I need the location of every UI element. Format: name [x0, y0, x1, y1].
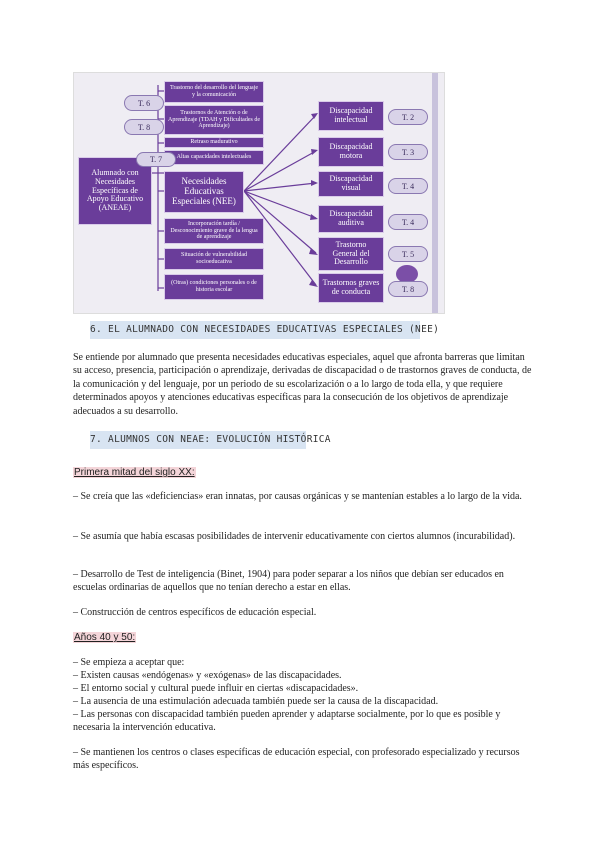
box-atencion: Trastornos de Atención o de Aprendizaje (TDAH y Dificultades de Aprendizaje): [164, 105, 264, 135]
paragraph-3: – Desarrollo de Test de inteligencia (Binet, 1904) para poder separar a los niños que debían ser educados en escuelas ordinarias de aquellos que no tenían derecho a estar en ellas.: [73, 569, 504, 594]
subheading-anos-40-50: Años 40 y 50:: [74, 632, 136, 643]
box-intelectual: Discapacidad intelectual: [318, 101, 384, 131]
list-line-1: – Se empieza a aceptar que:: [73, 657, 185, 668]
box-motora: Discapacidad motora: [318, 137, 384, 167]
list-line-2: – Existen causas «endógenas» y «exógenas» de las discapacidades.: [73, 670, 342, 681]
nee-box: Necesidades Educativas Especiales (NEE): [164, 171, 244, 213]
tag-t8-right: T. 8: [388, 281, 428, 297]
tag-t6: T. 6: [124, 95, 164, 111]
tag-t8-left: T. 8: [124, 119, 164, 135]
tag-t4-auditiva: T. 4: [388, 214, 428, 230]
box-retraso: Retraso madurativo: [164, 137, 264, 148]
tag-t4-visual: T. 4: [388, 178, 428, 194]
tag-t7: T. 7: [136, 152, 176, 167]
list-line-4: – La ausencia de una estimulación adecuada también puede ser la causa de la discapacidad.: [73, 696, 439, 707]
list-line-3: – El entorno social y cultural puede influir en ciertas «discapacidades».: [73, 683, 359, 694]
list-line-5: – Las personas con discapacidad también pueden aprender y adaptarse socialmente, por lo que es posible y necesaria la intervención educativa.: [73, 709, 501, 734]
subheading-primera-mitad: Primera mitad del siglo XX:: [74, 467, 195, 478]
section7-heading: 7. ALUMNOS CON NEAE: EVOLUCIÓN HISTÓRICA: [90, 434, 331, 445]
box-tgd: Trastorno General del Desarrollo: [318, 237, 384, 271]
paragraph-5: – Se mantienen los centros o clases específicas de educación especial, con profesorado especializado y recursos más específicos.: [73, 747, 520, 772]
box-conducta: Trastornos graves de conducta: [318, 273, 384, 303]
paragraph-1: – Se creía que las «deficiencias» eran innatas, por causas orgánicas y se mantenían estables a lo largo de la vida.: [73, 491, 522, 502]
aneae-box: Alumnado con Necesidades Específicas de Apoyo Educativo (ANEAE): [78, 157, 152, 225]
tag-t5: T. 5: [388, 246, 428, 262]
neae-diagram: [73, 72, 445, 314]
tag-t2: T. 2: [388, 109, 428, 125]
box-auditiva: Discapacidad auditiva: [318, 205, 384, 233]
box-visual: Discapacidad visual: [318, 171, 384, 197]
paragraph-2: – Se asumía que había escasas posibilidades de intervenir educativamente con ciertos alumnos (incurabilidad).: [73, 531, 516, 542]
box-lenguaje: Trastorno del desarrollo del lenguaje y la comunicación: [164, 81, 264, 103]
paragraph-4: – Construcción de centros específicos de educación especial.: [73, 607, 317, 618]
box-incorporacion: Incorporación tardía / Desconocimiento grave de la lengua de aprendizaje: [164, 218, 264, 244]
section6-heading: 6. EL ALUMNADO CON NECESIDADES EDUCATIVAS ESPECIALES (NEE): [90, 324, 440, 335]
tag-t3: T. 3: [388, 144, 428, 160]
box-vulnerabilidad: Situación de vulnerabilidad socioeducativa: [164, 248, 264, 270]
box-otras-condiciones: (Otras) condiciones personales o de historia escolar: [164, 274, 264, 300]
diagram-side-rail: [432, 73, 438, 313]
section6-paragraph: Se entiende por alumnado que presenta necesidades educativas especiales, aquel que afronta barreras que limitan su acceso, presencia, participación o aprendizaje, derivadas de discapacidad o de trastornos graves de conducta, de la comunicación y del lenguaje, por un periodo de su escolarización o a lo largo de toda ella, y que requiere determinados apoyos y atenciones educativas específicas para la consecución de los objetivos de aprendizaje adecuados a su desarrollo.: [73, 352, 532, 417]
box-altas-capacidades: Altas capacidades intelectuales: [164, 150, 264, 165]
